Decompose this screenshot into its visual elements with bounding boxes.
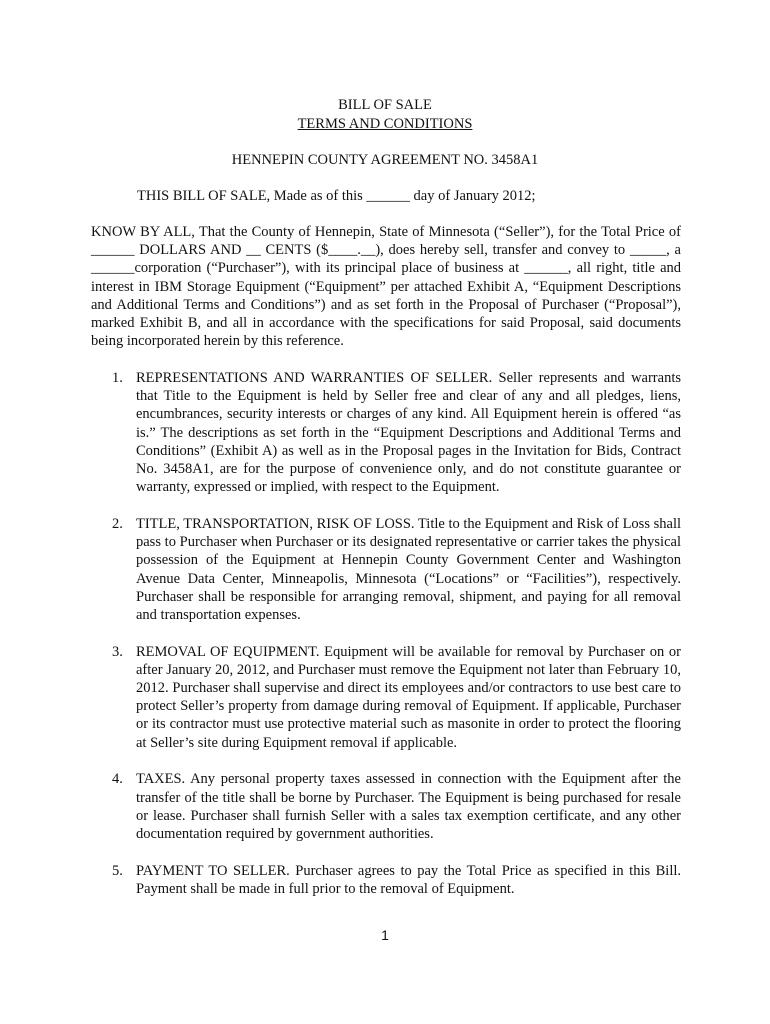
section-number: 3.	[112, 643, 123, 660]
bill-date-line: THIS BILL OF SALE, Made as of this ______ day of January 2012;	[137, 188, 536, 204]
section-number: 1.	[112, 370, 123, 386]
section-representations-warranties	[91, 369, 681, 496]
section-text: REMOVAL OF EQUIPMENT. Equipment will be available for removal by Purchaser on or after January 20, 2012, and Purchaser must remove the Equipment not later than February 10, 2012. Purchaser shall supervise and direct its employees and/or contractors to use best care to protect Seller’s property from damage during removal of Equipment. If applicable, Purchaser or its contractor must use protective material such as masonite in order to protect the flooring at Seller’s site during Equipment removal if applicable.	[136, 643, 681, 751]
section-number: 4.	[112, 771, 123, 788]
section-text: TAXES. Any personal property taxes assessed in connection with the Equipment after the transfer of the title shall be borne by Purchaser. The Equipment is being purchased for resale or lease. Purchaser shall furnish Seller with a sales tax exemption certificate, and any other documentation required by government authorities.	[136, 771, 681, 842]
section-number: 5.	[112, 862, 123, 879]
numbered-sections	[91, 369, 681, 917]
section-payment-to-seller	[91, 862, 681, 898]
section-title-transportation-risk	[91, 515, 681, 624]
section-text: REPRESENTATIONS AND WARRANTIES OF SELLER. Seller represents and warrants that Title to the Equipment is held by Seller free and clear of any and all pledges, liens, encumbrances, security interests or charges of any kind. All Equipment herein is offered “as is.” The descriptions as set forth in the “Equipment Descriptions and Additional Terms and Conditions” (Exhibit A) as well as in the Proposal pages in the Invitation for Bids, Contract No. 3458A1, are for the purpose of convenience only, and do not constitute guarantee or warranty, expressed or implied, with respect to the Equipment.	[136, 370, 681, 496]
section-taxes	[91, 770, 681, 843]
intro-paragraph: KNOW BY ALL, That the County of Hennepin, State of Minnesota (“Seller”), for the Total Price of ______ DOLLARS AND __ CENTS ($____.__), does hereby sell, transfer and convey to _____, a ______corporation (“Purchaser”), with its principal place of business at ______, all right, title and interest in IBM Storage Equipment (“Equipment” per attached Exhibit A, “Equipment Descriptions and Additional Terms and Conditions”) and as set forth in the Proposal of Purchaser (“Proposal”), marked Exhibit B, and all in accordance with the specifications for said Proposal, said documents being incorporated herein by this reference.	[91, 224, 681, 350]
page-number: 1	[381, 927, 389, 943]
document-title: BILL OF SALE	[338, 97, 432, 113]
document-subtitle: TERMS AND CONDITIONS	[297, 116, 473, 132]
section-text: PAYMENT TO SELLER. Purchaser agrees to pay the Total Price as specified in this Bill. Payment shall be made in full prior to the removal of Equipment.	[136, 862, 681, 897]
section-number: 2.	[112, 515, 123, 532]
section-text: TITLE, TRANSPORTATION, RISK OF LOSS. Title to the Equipment and Risk of Loss shall pass to Purchaser when Purchaser or its designated representative or carrier takes the physical possession of the Equipment at Hennepin County Government Center and Washington Avenue Data Center, Minneapolis, Minnesota (“Locations” or “Facilities”), respectively. Purchaser shall be responsible for arranging removal, shipment, and paying for all removal and transportation expenses.	[136, 515, 681, 623]
agreement-number: HENNEPIN COUNTY AGREEMENT NO. 3458A1	[231, 152, 539, 168]
section-removal-of-equipment	[91, 643, 681, 752]
